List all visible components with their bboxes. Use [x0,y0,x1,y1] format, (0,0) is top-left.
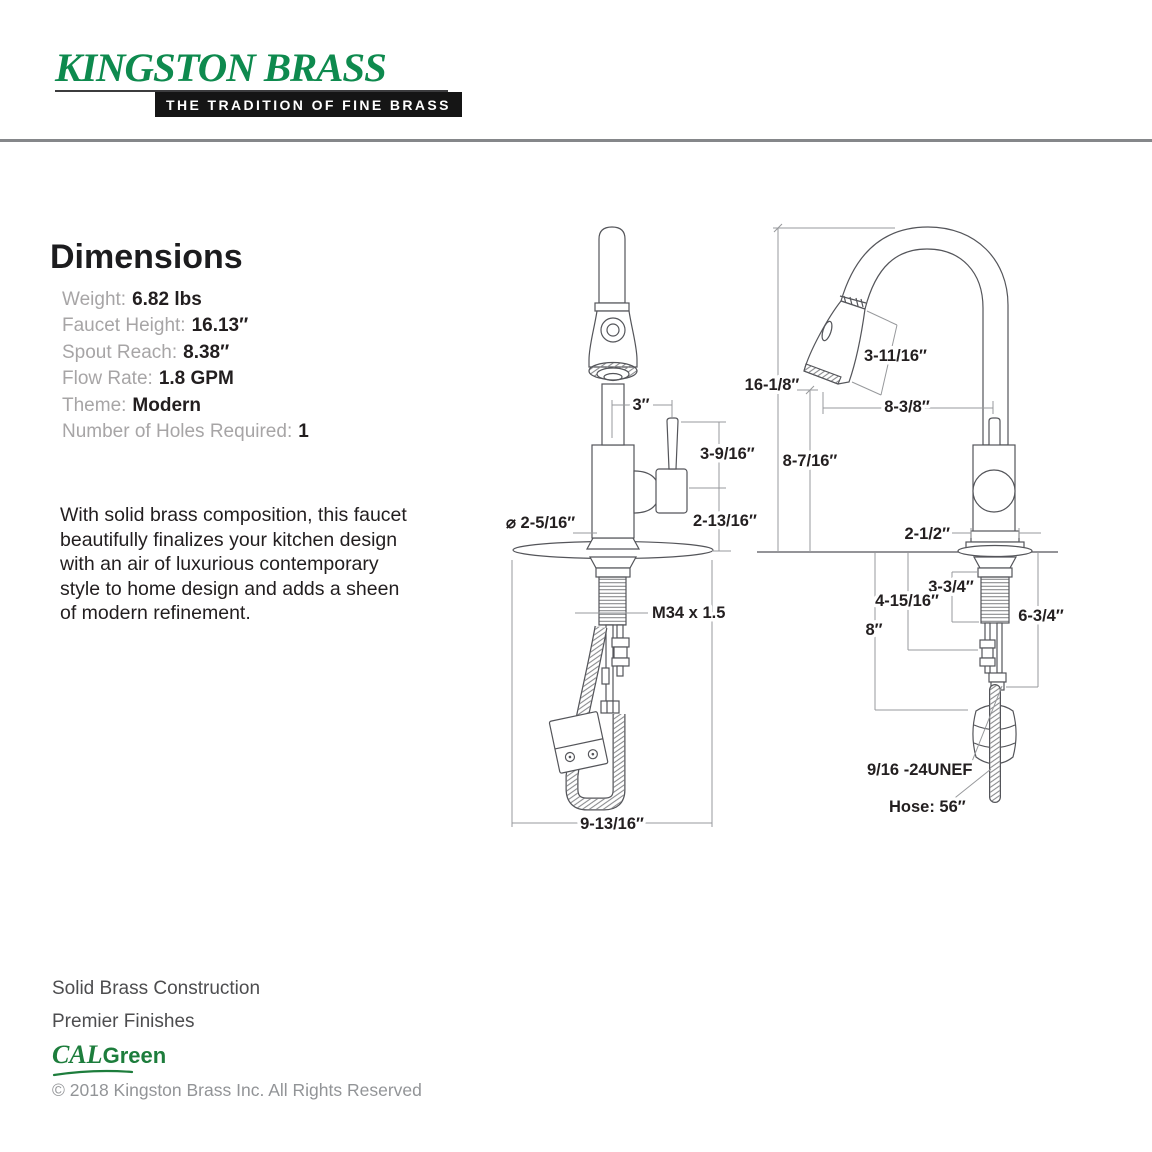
dim-label-base-width: 2-1/2″ [904,525,950,543]
spec-label-holes: Number of Holes Required: [62,421,293,443]
dim-label-shank-length: 3-3/4″ [928,578,974,596]
calgreen-logo [52,1040,166,1070]
dim-label-base-diameter: ⌀ 2-5/16″ [506,514,576,532]
dim-label-spout-to-handle: 3″ [632,396,650,414]
hose-weight-front [549,711,608,773]
spec-value-flow-rate: 1.8 GPM [158,368,234,390]
brand-logo-text: KINGSTON BRASS [55,45,386,90]
spec-value-faucet-height: 16.13″ [191,315,249,337]
spec-value-holes: 1 [298,421,309,443]
spec-label-spout-reach: Spout Reach: [62,341,178,363]
side-view [757,227,1058,797]
spec-label-flow-rate: Flow Rate: [62,368,153,390]
dim-label-hose-length: Hose: 56″ [889,798,966,816]
dim-label-handle-height: 3-9/16″ [700,445,755,463]
spec-value-weight: 6.82 lbs [132,289,202,310]
dim-label-handle-to-deck: 2-13/16″ [693,512,757,530]
dim-label-total-height: 16-1/8″ [744,376,800,394]
feature-premier-finishes: Premier Finishes [52,1011,195,1032]
spec-label-faucet-height: Faucet Height: [62,315,186,337]
calgreen-green-text: Green [102,1043,167,1068]
dim-label-spout-height: 8-7/16″ [782,452,838,470]
dim-label-hose-thread: 9/16 -24UNEF [867,761,973,779]
calgreen-cal-text: CAL [52,1040,103,1069]
brand-tagline: THE TRADITION OF FINE BRASS [155,92,462,117]
spec-label-theme: Theme: [62,394,127,416]
spec-value-spout-reach: 8.38″ [183,341,230,363]
calgreen-swoosh-underline [52,1068,136,1078]
feature-solid-brass: Solid Brass Construction [52,978,261,999]
dim-label-deck-to-weight: 8″ [865,621,883,639]
dim-label-sprayer-length: 3-11/16″ [864,347,927,365]
product-description: With solid brass composition, this faucet beautifully finalizes your kitchen design with an air of luxurious contemporary style to home design and adds a sheen of modern refinement. [60,504,407,624]
spec-label-weight: Weight: [62,289,127,310]
dim-label-shank-thread: M34 x 1.5 [652,604,726,622]
handle-ball-joint [973,470,1015,512]
spec-value-theme: Modern [132,394,202,416]
copyright-text: © 2018 Kingston Brass Inc. All Rights Reserved [52,1080,422,1100]
dim-label-deck-to-fitting: 4-15/16″ [875,592,939,610]
sprayer-button-front [601,318,625,342]
dim-label-spout-reach: 8-3/8″ [884,398,930,416]
dim-label-plate-width: 9-13/16″ [580,815,644,833]
page-title: Dimensions [50,238,243,276]
dim-label-deck-to-hose-fitting: 6-3/4″ [1018,607,1064,625]
